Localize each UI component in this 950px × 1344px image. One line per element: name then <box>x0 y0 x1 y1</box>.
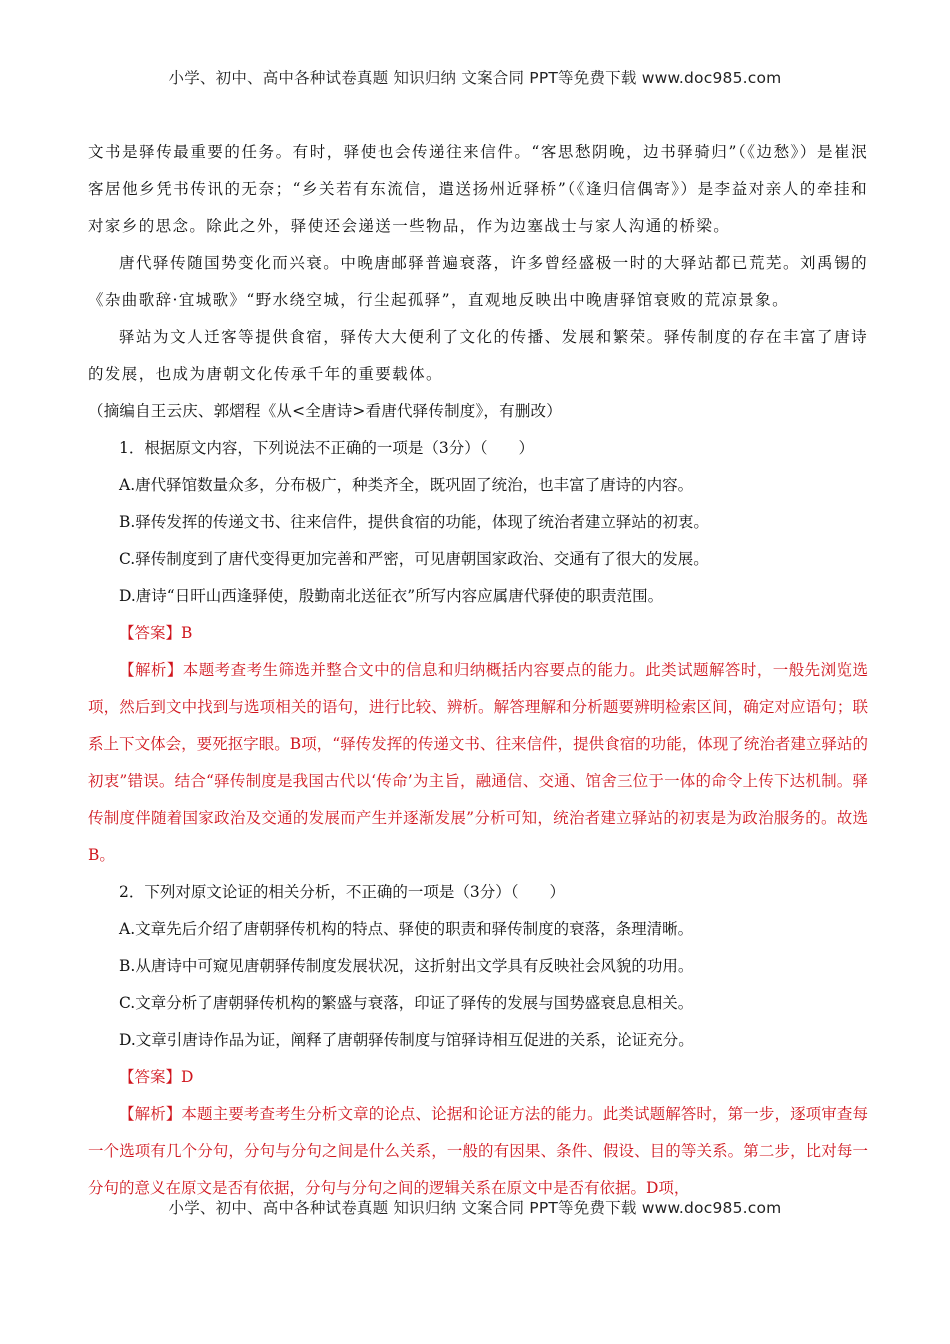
passage-paragraph-2: 唐代驿传随国势变化而兴衰。中晚唐邮驿普遍衰落，许多曾经盛极一时的大驿站都已荒芜。刘禹锡的《杂曲歌辞·宜城歌》“野水绕空城，行尘起孤驿”，直观地反映出中晚唐驿馆衰败的荒凉景象。 <box>88 254 868 309</box>
question-2-answer: 【答案】D <box>119 1068 194 1086</box>
passage-paragraph-1: 文书是驿传最重要的任务。有时，驿使也会传递往来信件。“客思愁阴晚，边书驿骑归”（《边愁》）是崔泯客居他乡凭书传讯的无奈；“乡关若有东流信，遣送扬州近驿桥”（《逢归信偶寄》）是李益对亲人的牵挂和对家乡的思念。除此之外，驿使还会递送一些物品，作为边塞战士与家人沟通的桥梁。 <box>88 143 868 235</box>
question-1-option-b: B.驿传发挥的传递文书、往来信件，提供食宿的功能，体现了统治者建立驿站的初衷。 <box>119 513 709 531</box>
question-1-option-c: C.驿传制度到了唐代变得更加完善和严密，可见唐朝国家政治、交通有了很大的发展。 <box>119 550 709 568</box>
question-2-analysis: 【解析】本题主要考查考生分析文章的论点、论据和论证方法的能力。此类试题解答时，第一步，逐项审查每一个选项有几个分句，分句与分句之间是什么关系，一般的有因果、条件、假设、目的等关系。第二步，比对每一分句的意义在原文是否有依据，分句与分句之间的逻辑关系在原文中是否有依据。D项， <box>88 1105 868 1197</box>
document-body <box>88 134 868 1207</box>
question-2-stem: 2．下列对原文论证的相关分析，不正确的一项是（3分）（ ） <box>119 883 565 901</box>
passage-paragraph-3: 驿站为文人迁客等提供食宿，驿传大大便利了文化的传播、发展和繁荣。驿传制度的存在丰富了唐诗的发展，也成为唐朝文化传承千年的重要载体。 <box>88 328 868 383</box>
question-1-answer: 【答案】B <box>119 624 193 642</box>
question-1-option-a: A.唐代驿馆数量众多，分布极广，种类齐全，既巩固了统治，也丰富了唐诗的内容。 <box>119 476 694 494</box>
question-2-option-a: A.文章先后介绍了唐朝驿传机构的特点、驿使的职责和驿传制度的衰落，条理清晰。 <box>119 920 694 938</box>
question-1-analysis: 【解析】本题考查考生筛选并整合文中的信息和归纳概括内容要点的能力。此类试题解答时，一般先浏览选项，然后到文中找到与选项相关的语句，进行比较、辨析。解答理解和分析题要辨明检索区间，确定对应语句；联系上下文体会，要死抠字眼。B项，“驿传发挥的传递文书、往来信件，提供食宿的功能，体现了统治者建立驿站的初衷”错误。结合“驿传制度是我国古代以‘传命’为主旨，融通信、交通、馆舍三位于一体的命令上传下达机制。驿传制度伴随着国家政治及交通的发展而产生并逐渐发展”分析可知，统治者建立驿站的初衷是为政治服务的。故选B。 <box>88 661 868 864</box>
question-1-option-d: D.唐诗“日旰山西逢驿使，殷勤南北送征衣”所写内容应属唐代驿使的职责范围。 <box>119 587 664 605</box>
question-2-option-b: B.从唐诗中可窥见唐朝驿传制度发展状况，这折射出文学具有反映社会风貌的功用。 <box>119 957 694 975</box>
passage-source: （摘编自王云庆、郭熠程《从<全唐诗>看唐代驿传制度》，有删改） <box>88 402 562 420</box>
question-2-option-c: C.文章分析了唐朝驿传机构的繁盛与衰落，印证了驿传的发展与国势盛衰息息相关。 <box>119 994 694 1012</box>
page-header: 小学、初中、高中各种试卷真题 知识归纳 文案合同 PPT等免费下载 www.doc985.com <box>168 69 782 87</box>
question-2-option-d: D.文章引唐诗作品为证，阐释了唐朝驿传制度与馆驿诗相互促进的关系，论证充分。 <box>119 1031 694 1049</box>
question-1-stem: 1．根据原文内容，下列说法不正确的一项是（3分）（ ） <box>119 439 534 457</box>
page-footer: 小学、初中、高中各种试卷真题 知识归纳 文案合同 PPT等免费下载 www.doc985.com <box>168 1199 782 1217</box>
